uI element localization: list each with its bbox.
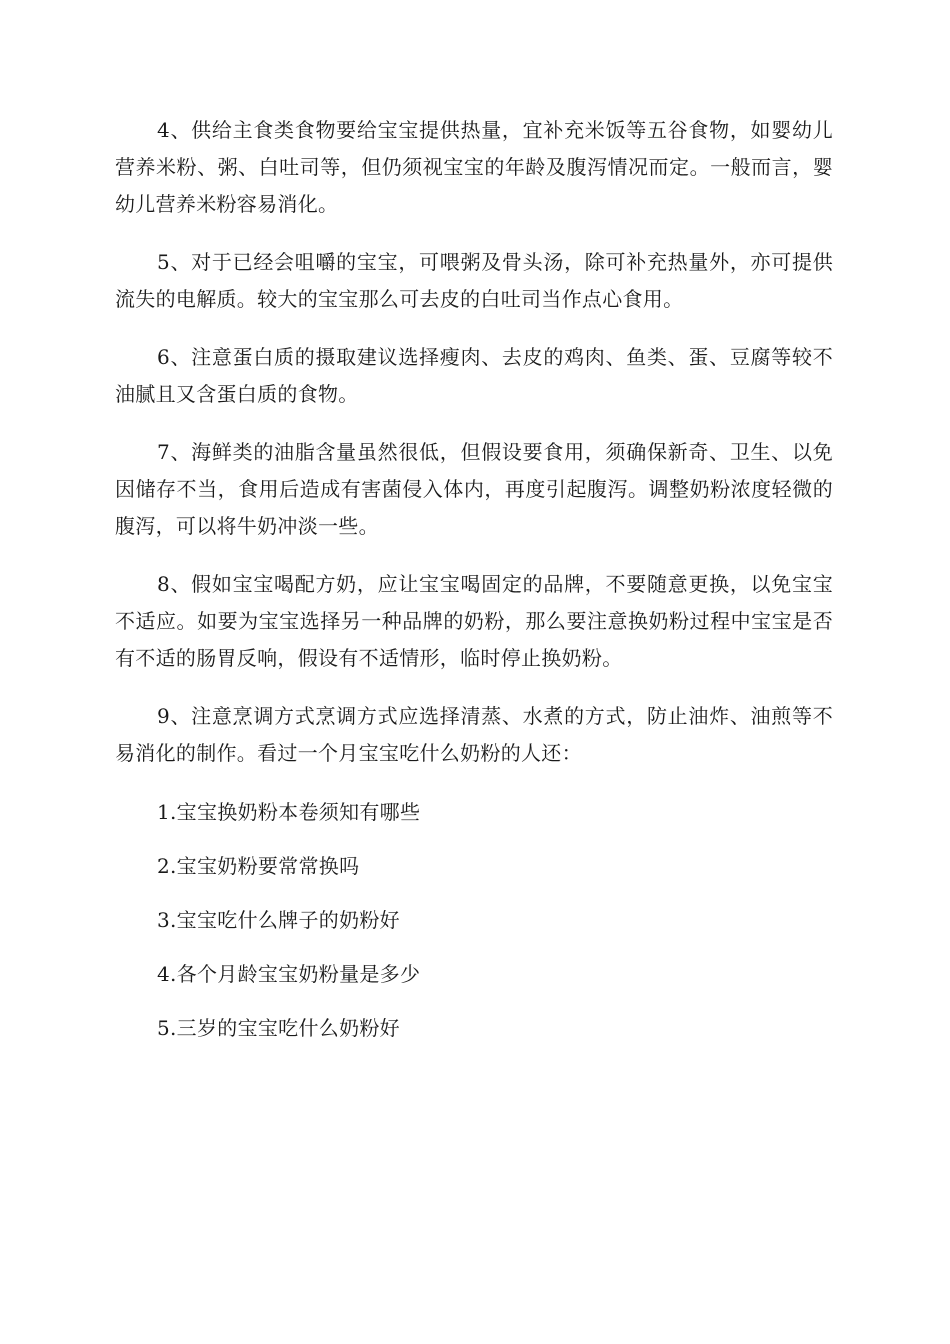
related-article-item: 1.宝宝换奶粉本卷须知有哪些 xyxy=(157,800,421,824)
paragraph-5: 5、对于已经会咀嚼的宝宝，可喂粥及骨头汤，除可补充热量外，亦可提供流失的电解质。较大的宝宝那么可去皮的白吐司当作点心食用。 xyxy=(115,250,833,311)
paragraph-6: 6、注意蛋白质的摄取建议选择瘦肉、去皮的鸡肉、鱼类、蛋、豆腐等较不油腻且又含蛋白质的食物。 xyxy=(115,345,833,406)
related-article-item: 5.三岁的宝宝吃什么奶粉好 xyxy=(157,1016,400,1040)
related-article-item: 4.各个月龄宝宝奶粉量是多少 xyxy=(157,962,421,986)
paragraph-8: 8、假如宝宝喝配方奶，应让宝宝喝固定的品牌，不要随意更换，以免宝宝不适应。如要为宝宝选择另一种品牌的奶粉，那么要注意换奶粉过程中宝宝是否有不适的肠胃反响，假设有不适情形，临时停止换奶粉。 xyxy=(115,572,833,670)
related-articles-list xyxy=(115,793,833,1047)
paragraph-7: 7、海鲜类的油脂含量虽然很低，但假设要食用，须确保新奇、卫生、以免因储存不当，食用后造成有害菌侵入体内，再度引起腹泻。调整奶粉浓度轻微的腹泻，可以将牛奶冲淡一些。 xyxy=(115,440,833,538)
related-article-item: 3.宝宝吃什么牌子的奶粉好 xyxy=(157,908,400,932)
document-body xyxy=(115,112,833,1063)
paragraph-4: 4、供给主食类食物要给宝宝提供热量，宜补充米饭等五谷食物，如婴幼儿营养米粉、粥、白吐司等，但仍须视宝宝的年龄及腹泻情况而定。一般而言，婴幼儿营养米粉容易消化。 xyxy=(115,118,833,216)
related-article-item: 2.宝宝奶粉要常常换吗 xyxy=(157,854,360,878)
paragraph-9: 9、注意烹调方式烹调方式应选择清蒸、水煮的方式，防止油炸、油煎等不易消化的制作。看过一个月宝宝吃什么奶粉的人还： xyxy=(115,704,833,765)
